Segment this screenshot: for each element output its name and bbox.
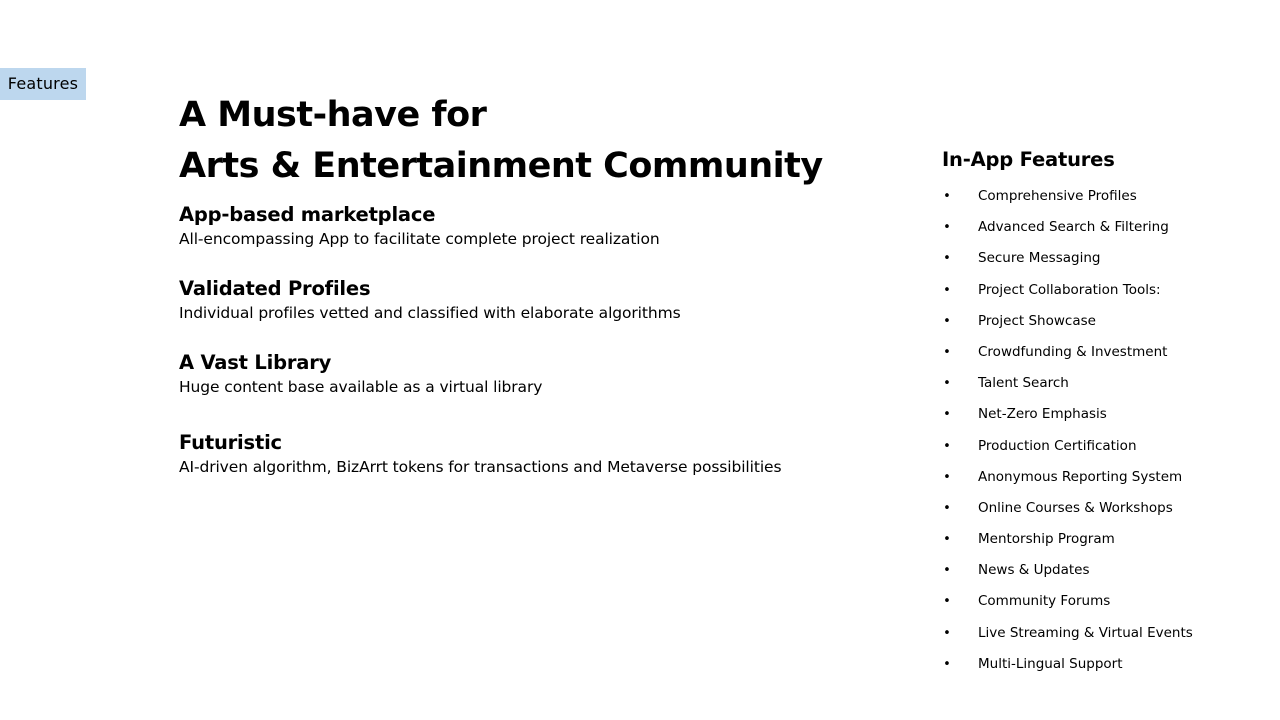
- bullet-icon: •: [943, 500, 951, 516]
- bullet-icon: •: [943, 532, 951, 548]
- list-item: [942, 399, 1262, 430]
- list-item-label: Mentorship Program: [978, 531, 1115, 548]
- list-item-label: Secure Messaging: [978, 250, 1101, 267]
- list-item: [942, 368, 1262, 399]
- bullet-icon: •: [943, 469, 951, 485]
- feature-block-marketplace: [179, 202, 819, 250]
- list-item: [942, 524, 1262, 555]
- list-item: [942, 493, 1262, 524]
- feature-description: Huge content base available as a virtual library: [179, 378, 543, 396]
- list-item-label: Crowdfunding & Investment: [978, 343, 1168, 360]
- headline-line-1: A Must-have for: [179, 95, 487, 135]
- list-item: [942, 243, 1262, 274]
- list-item-label: Anonymous Reporting System: [978, 468, 1183, 485]
- feature-description: Individual profiles vetted and classified with elaborate algorithms: [179, 304, 681, 322]
- in-app-features-panel: [942, 145, 1262, 680]
- list-item-label: Multi-Lingual Support: [978, 655, 1123, 672]
- bullet-icon: •: [943, 407, 951, 423]
- list-item: [942, 306, 1262, 337]
- headline: [179, 90, 823, 192]
- list-item-label: Live Streaming & Virtual Events: [978, 624, 1193, 641]
- list-item-label: Community Forums: [978, 593, 1111, 610]
- list-item: [942, 555, 1262, 586]
- bullet-icon: •: [943, 376, 951, 392]
- headline-line-2: Arts & Entertainment Community: [179, 146, 823, 186]
- list-item: [942, 586, 1262, 617]
- list-item: [942, 618, 1262, 649]
- bullet-icon: •: [943, 251, 951, 267]
- feature-title: Validated Profiles: [179, 277, 371, 300]
- in-app-features-title: In-App Features: [942, 148, 1115, 171]
- list-item: [942, 275, 1262, 306]
- feature-title: App-based marketplace: [179, 203, 436, 226]
- list-item: [942, 462, 1262, 493]
- list-item-label: News & Updates: [978, 562, 1090, 579]
- feature-description: All-encompassing App to facilitate complete project realization: [179, 230, 660, 248]
- list-item-label: Advanced Search & Filtering: [978, 219, 1169, 236]
- list-item-label: Online Courses & Workshops: [978, 499, 1173, 516]
- bullet-icon: •: [943, 344, 951, 360]
- list-item-label: Production Certification: [978, 437, 1137, 454]
- bullet-icon: •: [943, 438, 951, 454]
- in-app-features-list: [942, 181, 1262, 680]
- feature-block-validated-profiles: [179, 276, 819, 324]
- bullet-icon: •: [943, 189, 951, 204]
- feature-block-vast-library: [179, 350, 819, 398]
- bullet-icon: •: [943, 220, 951, 236]
- feature-title: Futuristic: [179, 431, 282, 454]
- list-item: [942, 431, 1262, 462]
- bullet-icon: •: [943, 563, 951, 579]
- section-tag: Features: [0, 68, 86, 100]
- list-item: [942, 181, 1262, 212]
- bullet-icon: •: [943, 656, 951, 672]
- list-item: [942, 649, 1262, 680]
- list-item-label: Project Collaboration Tools:: [978, 281, 1161, 298]
- bullet-icon: •: [943, 594, 951, 610]
- feature-title: A Vast Library: [179, 351, 332, 374]
- feature-description: AI-driven algorithm, BizArrt tokens for transactions and Metaverse possibilities: [179, 458, 782, 476]
- bullet-icon: •: [943, 625, 951, 641]
- list-item: [942, 337, 1262, 368]
- list-item: [942, 212, 1262, 243]
- list-item-label: Net-Zero Emphasis: [978, 406, 1107, 423]
- list-item-label: Project Showcase: [978, 312, 1096, 329]
- list-item-label: Talent Search: [978, 375, 1069, 392]
- bullet-icon: •: [943, 313, 951, 329]
- list-item-label: Comprehensive Profiles: [978, 188, 1137, 204]
- bullet-icon: •: [943, 282, 951, 298]
- feature-block-futuristic: [179, 430, 819, 478]
